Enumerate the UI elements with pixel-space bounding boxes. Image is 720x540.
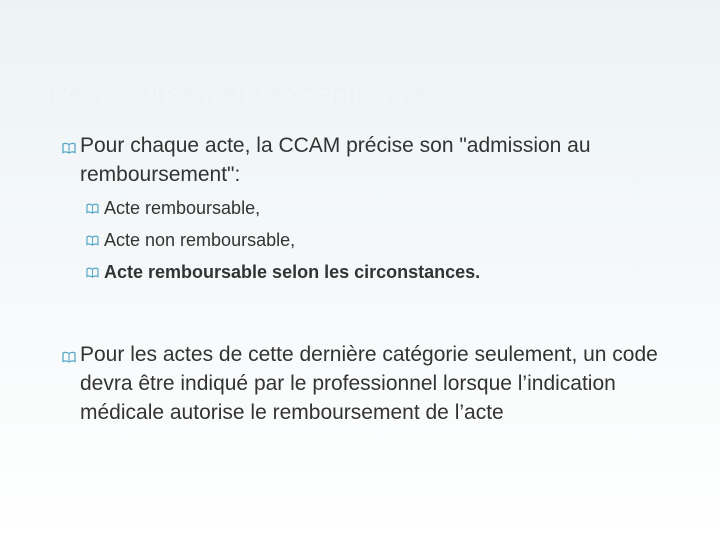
bullet-item [86, 258, 686, 286]
open-book-bullet-icon [62, 351, 76, 363]
bullet-text: Acte non remboursable, [104, 230, 296, 250]
open-book-bullet-icon [86, 203, 99, 214]
open-book-bullet-icon [62, 142, 76, 154]
slide-title: Remboursement exceptionnel [48, 78, 434, 110]
bullet-text: Pour les actes de cette dernière catégorie seulement, un code devra être indiqué par le professionnel lorsque l’indication médicale autorise le remboursement de l’acte [80, 343, 658, 424]
bullet-text: Acte remboursable selon les circonstances. [104, 262, 481, 282]
open-book-bullet-icon [86, 235, 99, 246]
open-book-bullet-icon [86, 267, 99, 278]
bullet-text: Pour chaque acte, la CCAM précise son "admission au remboursement": [80, 134, 591, 186]
bullet-item [86, 194, 686, 222]
bullet-item [60, 340, 690, 427]
bullet-item [60, 131, 690, 189]
bullet-item [86, 226, 686, 254]
bullet-text: Acte remboursable, [104, 198, 261, 218]
